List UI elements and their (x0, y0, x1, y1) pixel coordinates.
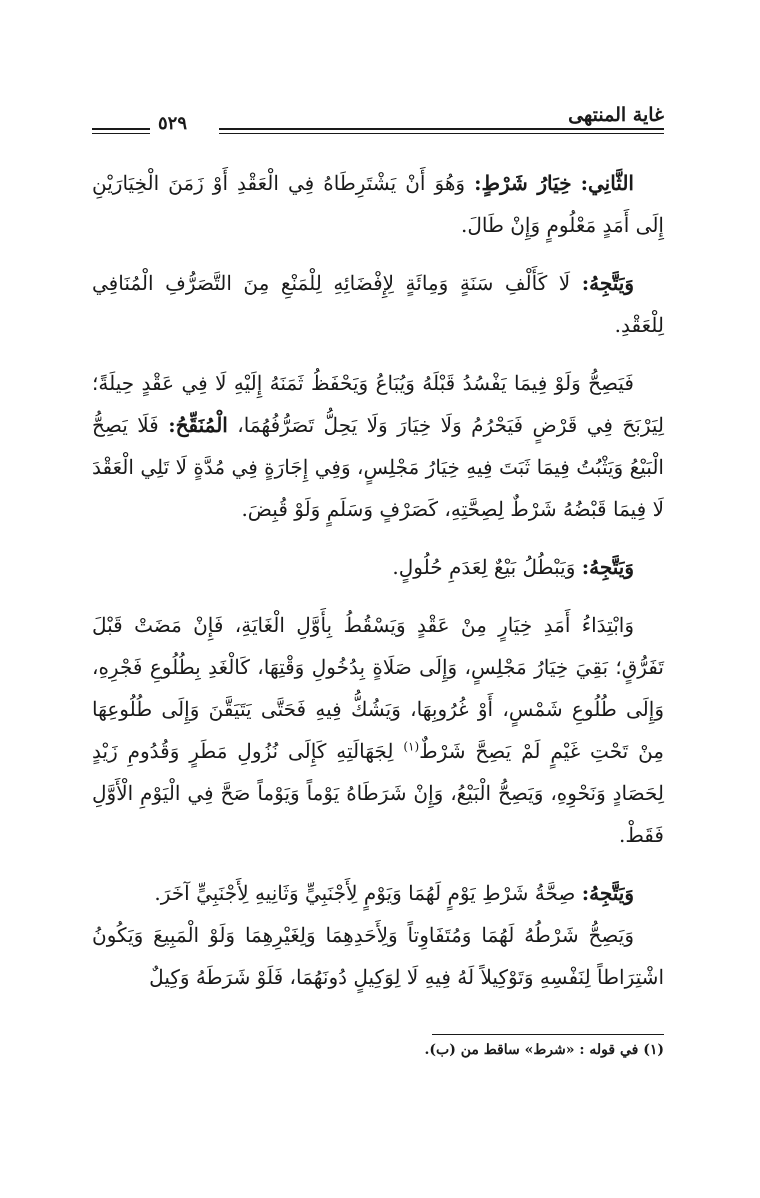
paragraph-lead: الثَّانِي: (580, 171, 634, 195)
paragraph-lead: وَيَتَّجِهُ: (581, 881, 634, 905)
paragraph-text: وَهُوَ أَنْ يَشْتَرِطَاهُ فِي الْعَقْدِ أَوْ زَمَنَ الْخِيَارَيْنِ إِلَى أَمَدٍ مَعْلُومٍ وَإِنْ طَالَ. (92, 171, 664, 237)
paragraph-text: لَا كَأَلْفِ سَنَةٍ وَمِائَةٍ لِإِفْضَائِهِ لِلْمَنْعِ مِنَ التَّصَرُّفِ الْمُنَافِي لِلْعَقْدِ. (92, 271, 664, 337)
paragraph-3 (92, 362, 664, 530)
paragraph-2 (92, 262, 664, 346)
paragraph-text-continued: فَلَا يَصِحُّ الْبَيْعُ وَيَثْبُتُ فِيمَا ثَبَتَ فِيهِ خِيَارُ مَجْلِسٍ، وَفِي إِجَارَةٍ فِي مُدَّةٍ لَا تَلِي الْعَقْدَ لَا فِيمَا قَبْضُهُ شَرْطٌ لِصِحَّتِهِ، كَصَرْفٍ وَسَلَمٍ وَلَوْ قُبِضَ. (92, 413, 664, 521)
header-title: غاية المنتهى (568, 104, 664, 126)
header-rule (219, 128, 664, 134)
paragraph-5 (92, 604, 664, 856)
paragraph-text-continued: لِجَهَالَتِهِ كَإِلَى نُزُولِ مَطَرٍ وَقُدُومِ زَيْدٍ لِحَصَادٍ وَنَحْوِهِ، وَيَصِحُّ الْبَيْعُ، وَإِنْ شَرَطَاهُ يَوْماً وَيَوْماً صَحَّ فِي الْيَوْمِ الْأَوَّلِ فَقَطْ. (92, 739, 664, 847)
footnote-rule (432, 1034, 664, 1035)
running-header (92, 98, 664, 144)
paragraph-text: وَابْتِدَاءُ أَمَدِ خِيَارٍ مِنْ عَقْدٍ وَيَسْقُطُ بِأَوَّلِ الْغَايَةِ، فَإِنْ مَضَتْ قَبْلَ تَفَرُّقٍ؛ بَقِيَ خِيَارُ مَجْلِسٍ، وَإِلَى صَلَاةٍ بِدُخُولِ وَقْتِهَا، كَالْغَدِ بِطُلُوعِ فَجْرِهِ، وَإِلَى طُلُوعِ شَمْسٍ، أَوْ غُرُوبِهَا، وَيَشُكُّ فِيهِ فَحَتَّى يَتَيَقَّنَ وَإِلَى طُلُوعِهَا مِنْ تَحْتِ غَيْمٍ لَمْ يَصِحَّ شَرْطٌ (92, 613, 665, 763)
paragraph-lead: وَيَتَّجِهُ: (581, 271, 635, 295)
paragraph-text: وَيَصِحُّ شَرْطُهُ لَهُمَا وَمُتَفَاوِتاً وَلِأَحَدِهِمَا وَلِغَيْرِهِمَا وَلَوْ الْمَبِيعَ وَيَكُونُ اشْتِرَاطاً لِنَفْسِهِ وَتَوْكِيلاً لَهُ فِيهِ لَا لِوَكِيلٍ دُونَهُمَا، فَلَوْ شَرَطَهُ وَكِيلٌ (92, 923, 664, 989)
paragraph-7 (92, 914, 664, 998)
paragraph-6 (92, 872, 664, 914)
page-number: ٥٢٩ (158, 113, 188, 134)
paragraph-text: وَيَبْطُلُ بَيْعٌ لِعَدَمِ حُلُولٍ. (392, 555, 576, 579)
paragraph-term: خِيَارُ شَرْطٍ: (474, 171, 572, 195)
paragraph-1 (92, 162, 664, 246)
main-text (92, 162, 664, 998)
paragraph-text: فَيَصِحُّ وَلَوْ فِيمَا يَفْسُدُ قَبْلَهُ وَيُبَاعُ وَيَحْفَظُ ثَمَنَهُ إِلَيْهِ لَا فِي عَقْدٍ حِيلَةً؛ لِيَرْبَحَ فِي قَرْضٍ فَيَحْرُمُ وَلَا خِيَارَ وَلَا يَحِلُّ تَصَرُّفُهُمَا، (92, 371, 665, 437)
paragraph-term: الْمُنَقِّحُ: (168, 413, 228, 437)
footnote: (١) في قوله : «شرط» ساقط من (ب). (424, 1042, 664, 1058)
footnote-reference: (١) (403, 739, 420, 754)
paragraph-4 (92, 546, 664, 588)
header-rule-short (92, 128, 150, 134)
paragraph-lead: وَيَتَّجِهُ: (581, 555, 634, 579)
paragraph-text: صِحَّةُ شَرْطِ يَوْمٍ لَهُمَا وَيَوْمٍ لِأَجْنَبِيٍّ وَثَانِيهِ لِأَجْنَبِيٍّ آخَرَ. (154, 881, 576, 905)
